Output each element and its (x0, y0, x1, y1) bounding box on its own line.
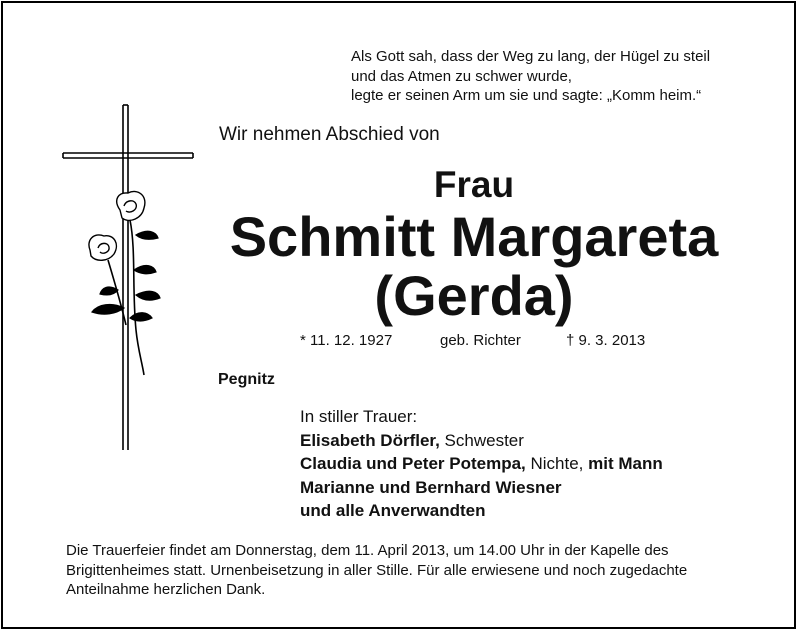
poem-line: Als Gott sah, dass der Weg zu lang, der Hügel zu steil (351, 48, 711, 65)
maiden-name: geb. Richter (440, 332, 521, 349)
mourner-name: Elisabeth Dörfler, (300, 430, 440, 450)
mourner-line (300, 429, 663, 453)
closing-line: Brigittenheimes statt. Urnenbeisetzung in aller Stille. Für alle erwiesene und noch zugedachte (66, 561, 688, 579)
intro-text: Wir nehmen Abschied von (219, 124, 440, 145)
poem-line: legte er seinen Arm um sie und sagte: „Komm heim.“ (351, 87, 702, 104)
poem-line: und das Atmen zu schwer wurde, (351, 67, 572, 85)
closing-line: Anteilnahme herzlichen Dank. (66, 581, 266, 598)
mourners-list (300, 405, 663, 523)
poem (351, 47, 710, 106)
mourners-heading: In stiller Trauer: (300, 407, 418, 426)
closing-line: Die Trauerfeier findet am Donnerstag, dem 11. April 2013, um 14.00 Uhr in der Kapelle des (66, 542, 669, 559)
mourner-relation: Nichte, (525, 454, 589, 473)
deceased-name: Schmitt Margareta (229, 205, 719, 268)
birth-date: * 11. 12. 1927 (300, 332, 393, 349)
place: Pegnitz (218, 371, 275, 388)
closing-text (66, 541, 687, 600)
death-date: † 9. 3. 2013 (566, 332, 646, 349)
mourner-relation: Schwester (439, 430, 524, 450)
mourner-line: Marianne und Bernhard Wiesner (300, 477, 562, 497)
mourner-line (300, 452, 663, 476)
deceased-nickname: (Gerda) (374, 264, 574, 327)
mourner-name: Claudia und Peter Potempa, (300, 454, 526, 473)
mourner-extra: mit Mann (588, 454, 663, 473)
mourner-line: und alle Anverwandten (300, 501, 486, 520)
salutation: Frau (433, 164, 515, 205)
